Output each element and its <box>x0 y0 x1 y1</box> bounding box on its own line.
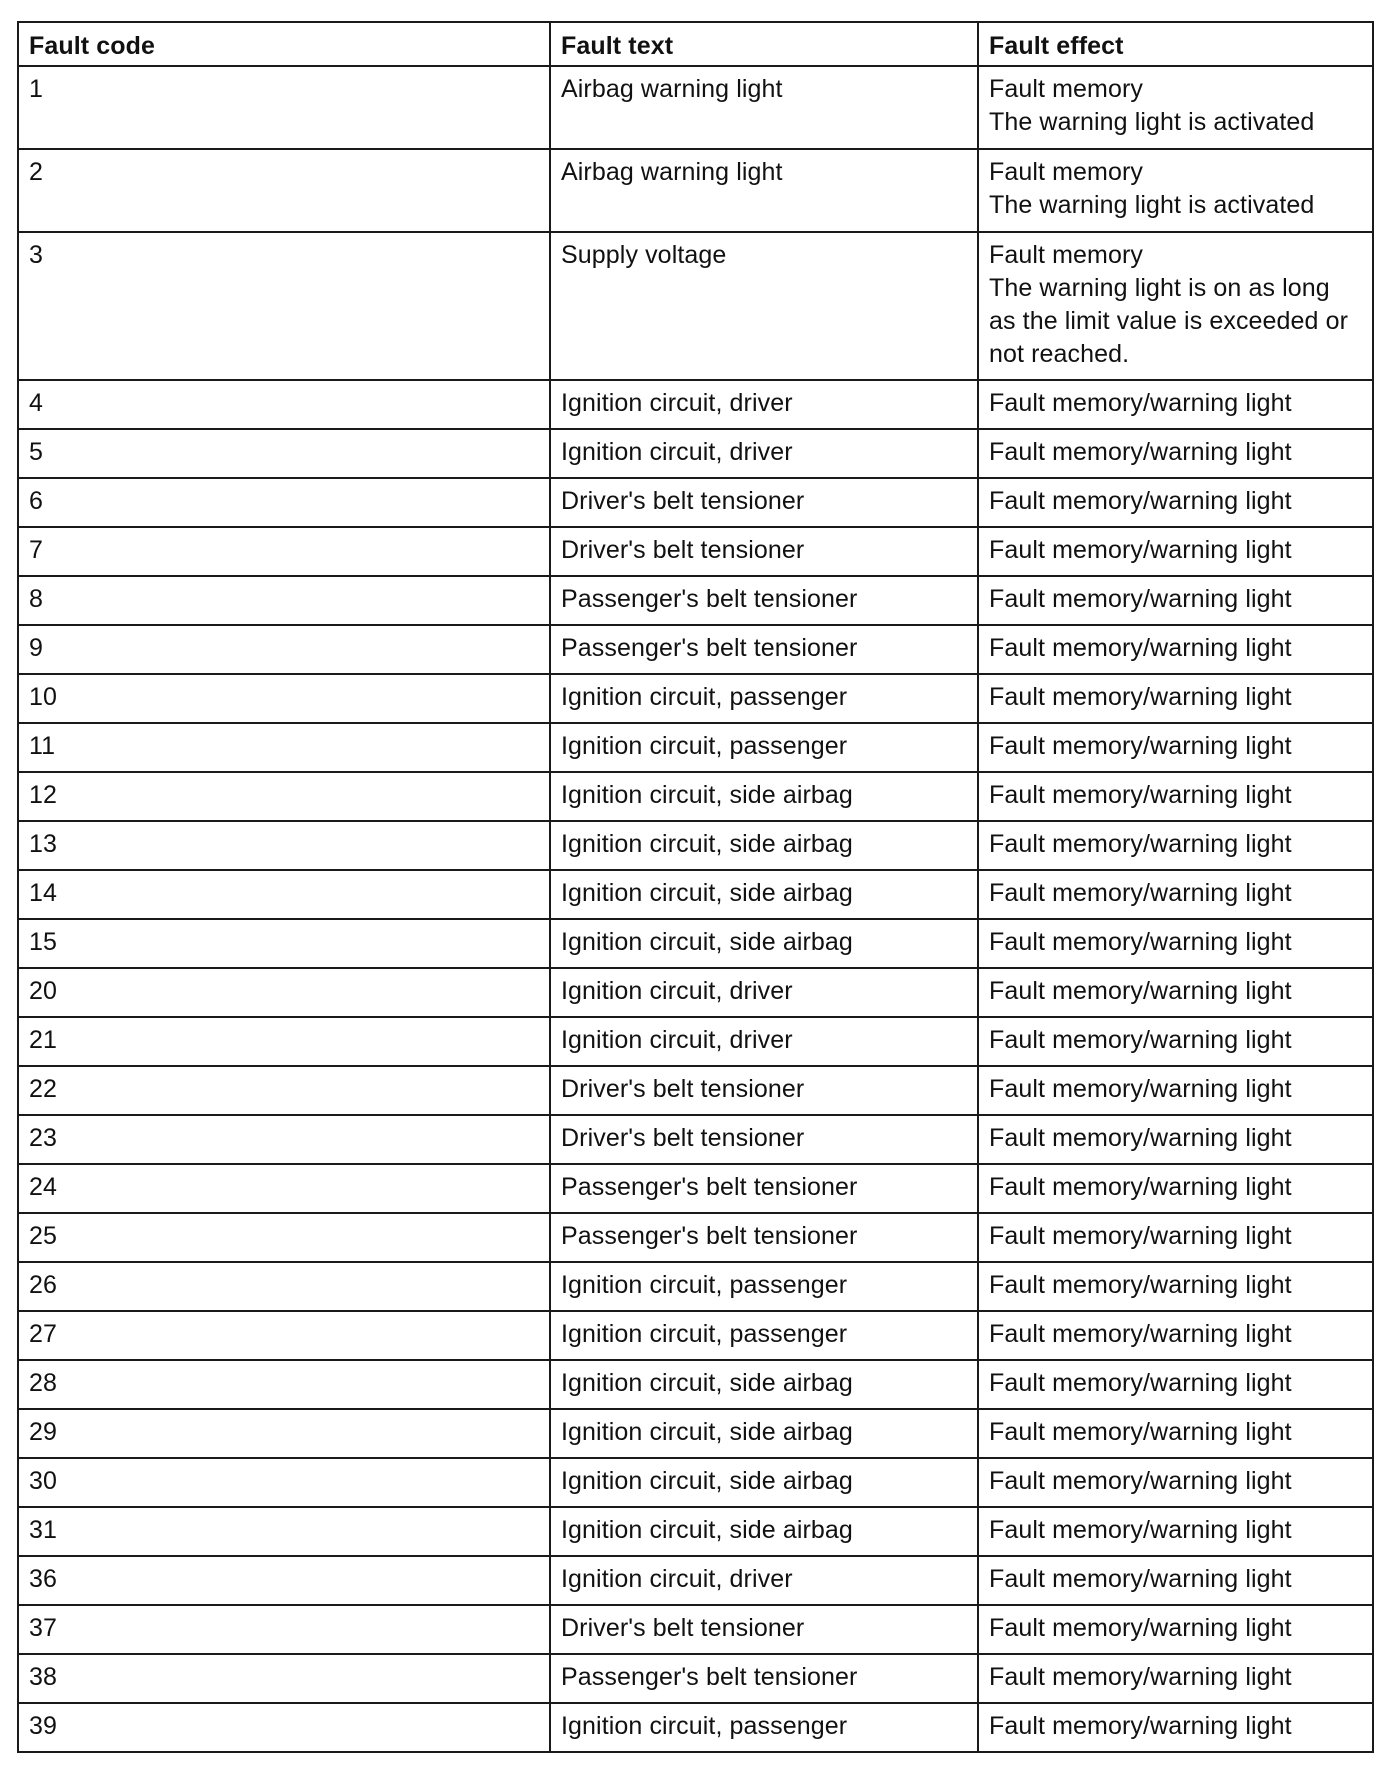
table-row <box>18 1311 1373 1360</box>
fault-effect-line: Fault memory/warning light <box>989 536 1292 564</box>
fault-effect-line: Fault memory/warning light <box>989 1271 1292 1299</box>
fault-text-cell: Ignition circuit, passenger <box>550 1703 978 1752</box>
fault-effect-cell <box>978 380 1373 429</box>
fault-text-cell: Passenger's belt tensioner <box>550 1654 978 1703</box>
fault-code-cell: 6 <box>18 478 550 527</box>
fault-effect-cell <box>978 625 1373 674</box>
table-row <box>18 232 1373 380</box>
fault-effect-cell <box>978 576 1373 625</box>
fault-code-cell: 2 <box>18 149 550 232</box>
table-row <box>18 1360 1373 1409</box>
table-row <box>18 1409 1373 1458</box>
fault-effect-line: The warning light is activated <box>989 191 1315 219</box>
fault-effect-line: Fault memory/warning light <box>989 781 1292 809</box>
fault-code-cell: 9 <box>18 625 550 674</box>
fault-text-cell: Ignition circuit, driver <box>550 968 978 1017</box>
fault-code-cell: 20 <box>18 968 550 1017</box>
fault-code-cell: 36 <box>18 1556 550 1605</box>
table-row <box>18 1703 1373 1752</box>
fault-text-cell: Supply voltage <box>550 232 978 380</box>
table-row <box>18 723 1373 772</box>
fault-code-cell: 14 <box>18 870 550 919</box>
fault-text-cell: Ignition circuit, passenger <box>550 674 978 723</box>
fault-effect-cell <box>978 1066 1373 1115</box>
fault-text-cell: Ignition circuit, side airbag <box>550 1409 978 1458</box>
fault-effect-cell <box>978 1213 1373 1262</box>
fault-text-cell: Ignition circuit, passenger <box>550 1311 978 1360</box>
fault-effect-cell <box>978 1409 1373 1458</box>
fault-effect-line: Fault memory/warning light <box>989 928 1292 956</box>
fault-effect-cell <box>978 919 1373 968</box>
fault-effect-line: The warning light is on as long <box>989 274 1330 302</box>
fault-effect-cell <box>978 527 1373 576</box>
fault-code-cell: 37 <box>18 1605 550 1654</box>
fault-text-cell: Driver's belt tensioner <box>550 527 978 576</box>
fault-text-cell: Passenger's belt tensioner <box>550 625 978 674</box>
fault-effect-cell <box>978 821 1373 870</box>
fault-code-cell: 7 <box>18 527 550 576</box>
fault-text-cell: Ignition circuit, side airbag <box>550 821 978 870</box>
fault-effect-line: Fault memory/warning light <box>989 879 1292 907</box>
fault-code-cell: 5 <box>18 429 550 478</box>
fault-effect-line: Fault memory/warning light <box>989 1026 1292 1054</box>
fault-effect-line: Fault memory/warning light <box>989 1124 1292 1152</box>
table-row <box>18 1115 1373 1164</box>
fault-effect-cell <box>978 478 1373 527</box>
table-row <box>18 1458 1373 1507</box>
fault-effect-cell <box>978 1458 1373 1507</box>
fault-effect-line: Fault memory/warning light <box>989 1614 1292 1642</box>
fault-effect-line: Fault memory/warning light <box>989 1467 1292 1495</box>
fault-effect-cell <box>978 1164 1373 1213</box>
fault-code-cell: 21 <box>18 1017 550 1066</box>
fault-code-cell: 22 <box>18 1066 550 1115</box>
fault-effect-line: as the limit value is exceeded or <box>989 307 1349 335</box>
fault-text-cell: Ignition circuit, side airbag <box>550 1360 978 1409</box>
fault-code-cell: 3 <box>18 232 550 380</box>
fault-effect-line: Fault memory/warning light <box>989 1565 1292 1593</box>
fault-text-cell: Airbag warning light <box>550 66 978 149</box>
table-row <box>18 576 1373 625</box>
table-row <box>18 1507 1373 1556</box>
table-row <box>18 870 1373 919</box>
table-row <box>18 1066 1373 1115</box>
fault-code-cell: 23 <box>18 1115 550 1164</box>
table-row <box>18 1213 1373 1262</box>
table-row <box>18 625 1373 674</box>
fault-text-cell: Ignition circuit, side airbag <box>550 1458 978 1507</box>
fault-code-cell: 27 <box>18 1311 550 1360</box>
fault-effect-cell <box>978 66 1373 149</box>
fault-code-cell: 24 <box>18 1164 550 1213</box>
fault-code-cell: 38 <box>18 1654 550 1703</box>
fault-effect-line: Fault memory/warning light <box>989 1222 1292 1250</box>
fault-text-cell: Ignition circuit, side airbag <box>550 870 978 919</box>
fault-code-cell: 26 <box>18 1262 550 1311</box>
fault-effect-line: Fault memory/warning light <box>989 732 1292 760</box>
fault-effect-line: Fault memory/warning light <box>989 1516 1292 1544</box>
table-row <box>18 1654 1373 1703</box>
fault-effect-cell <box>978 968 1373 1017</box>
fault-text-cell: Passenger's belt tensioner <box>550 576 978 625</box>
fault-effect-line: Fault memory/warning light <box>989 487 1292 515</box>
table-row <box>18 919 1373 968</box>
fault-code-cell: 12 <box>18 772 550 821</box>
table-row <box>18 1164 1373 1213</box>
fault-text-cell: Ignition circuit, driver <box>550 380 978 429</box>
table-header-row <box>18 22 1373 66</box>
fault-code-cell: 30 <box>18 1458 550 1507</box>
fault-code-cell: 29 <box>18 1409 550 1458</box>
fault-effect-cell <box>978 1654 1373 1703</box>
fault-effect-cell <box>978 870 1373 919</box>
fault-text-cell: Driver's belt tensioner <box>550 478 978 527</box>
fault-text-cell: Ignition circuit, passenger <box>550 723 978 772</box>
table-row <box>18 674 1373 723</box>
fault-effect-line: Fault memory/warning light <box>989 1369 1292 1397</box>
fault-effect-line: Fault memory <box>989 241 1144 269</box>
fault-text-cell: Ignition circuit, driver <box>550 1556 978 1605</box>
fault-text-cell: Driver's belt tensioner <box>550 1605 978 1654</box>
header-fault-effect: Fault effect <box>978 22 1373 66</box>
table-body <box>18 66 1373 1752</box>
fault-effect-cell <box>978 429 1373 478</box>
fault-effect-line: Fault memory <box>989 75 1144 103</box>
fault-text-cell: Airbag warning light <box>550 149 978 232</box>
fault-text-cell: Driver's belt tensioner <box>550 1115 978 1164</box>
table-row <box>18 772 1373 821</box>
fault-effect-cell <box>978 1115 1373 1164</box>
fault-effect-line: Fault memory/warning light <box>989 438 1292 466</box>
fault-effect-cell <box>978 1311 1373 1360</box>
fault-text-cell: Ignition circuit, side airbag <box>550 1507 978 1556</box>
fault-effect-cell <box>978 149 1373 232</box>
fault-effect-line: Fault memory/warning light <box>989 1712 1292 1740</box>
table-row <box>18 478 1373 527</box>
table-row <box>18 429 1373 478</box>
fault-effect-line: Fault memory/warning light <box>989 683 1292 711</box>
fault-text-cell: Passenger's belt tensioner <box>550 1164 978 1213</box>
fault-code-cell: 1 <box>18 66 550 149</box>
fault-effect-cell <box>978 1262 1373 1311</box>
table-row <box>18 821 1373 870</box>
fault-effect-line: The warning light is activated <box>989 108 1315 136</box>
table-row <box>18 380 1373 429</box>
table-row <box>18 1556 1373 1605</box>
fault-effect-cell <box>978 674 1373 723</box>
fault-effect-line: not reached. <box>989 340 1130 368</box>
fault-text-cell: Passenger's belt tensioner <box>550 1213 978 1262</box>
fault-code-cell: 11 <box>18 723 550 772</box>
fault-effect-cell <box>978 1017 1373 1066</box>
fault-effect-line: Fault memory/warning light <box>989 634 1292 662</box>
fault-effect-line: Fault memory <box>989 158 1144 186</box>
fault-code-table <box>17 21 1374 1753</box>
fault-effect-line: Fault memory/warning light <box>989 1173 1292 1201</box>
fault-effect-line: Fault memory/warning light <box>989 389 1292 417</box>
fault-effect-line: Fault memory/warning light <box>989 830 1292 858</box>
fault-text-cell: Ignition circuit, driver <box>550 1017 978 1066</box>
fault-effect-cell <box>978 232 1373 380</box>
fault-code-cell: 25 <box>18 1213 550 1262</box>
fault-text-cell: Driver's belt tensioner <box>550 1066 978 1115</box>
fault-code-cell: 8 <box>18 576 550 625</box>
fault-text-cell: Ignition circuit, passenger <box>550 1262 978 1311</box>
header-fault-text: Fault text <box>550 22 978 66</box>
table-row <box>18 1017 1373 1066</box>
fault-text-cell: Ignition circuit, side airbag <box>550 772 978 821</box>
table-row <box>18 968 1373 1017</box>
fault-code-cell: 28 <box>18 1360 550 1409</box>
table-row <box>18 66 1373 149</box>
fault-effect-cell <box>978 1507 1373 1556</box>
table-row <box>18 149 1373 232</box>
fault-code-cell: 39 <box>18 1703 550 1752</box>
fault-effect-cell <box>978 1605 1373 1654</box>
table-row <box>18 1262 1373 1311</box>
header-fault-code: Fault code <box>18 22 550 66</box>
fault-text-cell: Ignition circuit, driver <box>550 429 978 478</box>
fault-effect-line: Fault memory/warning light <box>989 1663 1292 1691</box>
fault-effect-line: Fault memory/warning light <box>989 1320 1292 1348</box>
fault-effect-line: Fault memory/warning light <box>989 585 1292 613</box>
fault-effect-cell <box>978 1360 1373 1409</box>
fault-code-cell: 31 <box>18 1507 550 1556</box>
fault-effect-cell <box>978 1703 1373 1752</box>
fault-effect-line: Fault memory/warning light <box>989 1075 1292 1103</box>
fault-code-cell: 15 <box>18 919 550 968</box>
fault-effect-cell <box>978 723 1373 772</box>
fault-code-cell: 13 <box>18 821 550 870</box>
fault-effect-line: Fault memory/warning light <box>989 977 1292 1005</box>
fault-effect-cell <box>978 1556 1373 1605</box>
fault-text-cell: Ignition circuit, side airbag <box>550 919 978 968</box>
fault-code-cell: 4 <box>18 380 550 429</box>
fault-effect-line: Fault memory/warning light <box>989 1418 1292 1446</box>
fault-code-cell: 10 <box>18 674 550 723</box>
fault-effect-cell <box>978 772 1373 821</box>
table-row <box>18 1605 1373 1654</box>
table-row <box>18 527 1373 576</box>
